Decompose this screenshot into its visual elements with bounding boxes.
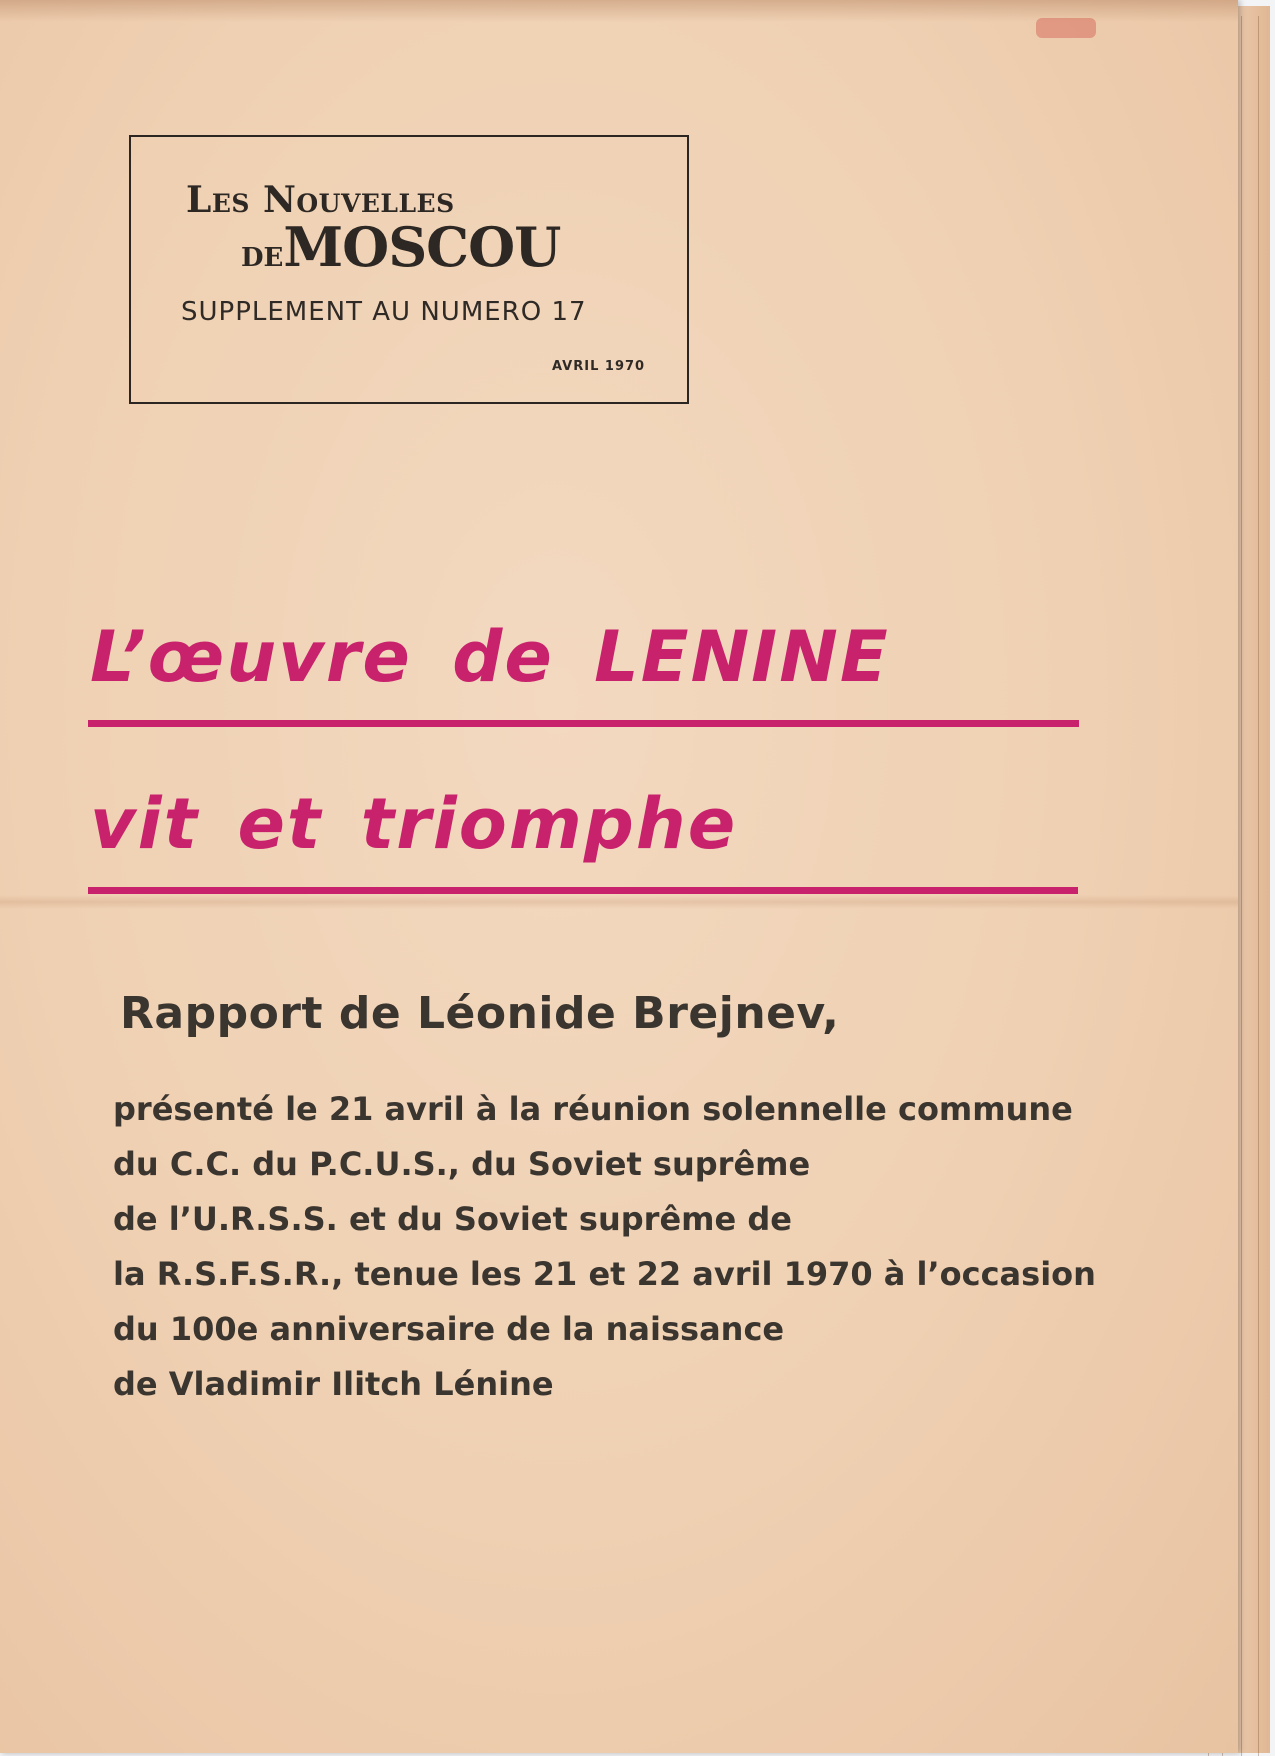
masthead-moscou: MOSCOU: [283, 215, 561, 279]
red-stain-mark: [1036, 18, 1096, 38]
report-line: du C.C. du P.C.U.S., du Soviet suprême: [113, 1145, 811, 1183]
headline-line2: vit et triomphe: [90, 783, 738, 865]
report-line: présenté le 21 avril à la réunion solennelle commune: [113, 1090, 1073, 1128]
report-title: Rapport de Léonide Brejnev,: [120, 988, 840, 1039]
headline-line1: L’œuvre de LENINE: [90, 616, 890, 698]
report-line: du 100e anniversaire de la naissance: [113, 1310, 785, 1348]
supplement-label: SUPPLEMENT AU NUMERO 17: [181, 297, 587, 327]
masthead-box: [129, 135, 689, 404]
issue-date: AVRIL 1970: [552, 359, 646, 374]
headline-rule-1: [88, 720, 1079, 727]
report-line: de l’U.R.S.S. et du Soviet suprême de: [113, 1200, 792, 1238]
report-body: [113, 1082, 1113, 1412]
report-line: de Vladimir Ilitch Lénine: [113, 1365, 554, 1403]
masthead-title-line1: Les Nouvelles: [186, 179, 455, 221]
masthead-de: DE: [241, 243, 284, 273]
masthead-title-line2: [241, 215, 560, 279]
paper-edge-line: [1241, 16, 1242, 1756]
paper-edge-line: [1258, 16, 1259, 1756]
paper-fold: [0, 895, 1238, 909]
headline-rule-2: [88, 887, 1078, 894]
report-line: la R.S.F.S.R., tenue les 21 et 22 avril 1970 à l’occasion: [113, 1255, 1096, 1293]
